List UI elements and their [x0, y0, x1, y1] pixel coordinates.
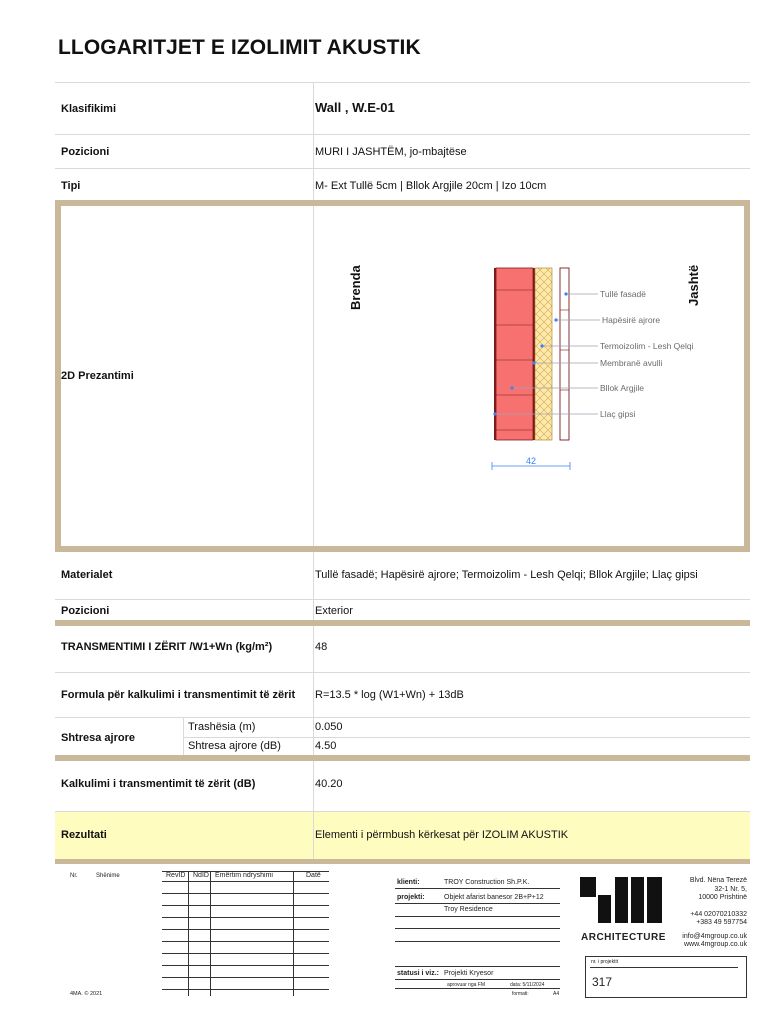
row-value: R=13.5 * log (W1+Wn) + 13dB: [315, 689, 464, 701]
tb-nr-projektit-value: 317: [592, 975, 613, 989]
tb-projekti-value1: Objekt afarist banesor 2B+P+12: [444, 894, 544, 901]
callout-gypsum: Llaç gipsi: [600, 409, 636, 419]
tb-statusi-label: statusi i viz.:: [397, 970, 440, 977]
phone-line: +383 49 597754: [696, 919, 747, 926]
address-line: 10000 Prishtinë: [698, 894, 747, 901]
tb-formati-value: A4: [553, 991, 560, 997]
email-line: info@4mgroup.co.uk: [682, 932, 747, 940]
tb-data: data: 5/11/2024: [510, 982, 545, 988]
tb-col-emertim: Emërtim ndryshimi: [215, 872, 273, 879]
dimension-label: 42: [525, 456, 537, 466]
tb-copyright: 4MA. © 2021: [70, 991, 103, 997]
sub-label-trashesia: Trashësia (m): [188, 721, 256, 733]
row-transmentimi: [55, 626, 750, 672]
sub-label-db: Shtresa ajrore (dB): [188, 740, 281, 752]
page-title: LLOGARITJET E IZOLIMIT AKUSTIK: [58, 36, 421, 59]
tb-projekti-value2: Troy Residence: [444, 906, 493, 913]
row-label: Materialet: [61, 569, 113, 581]
row-label: Shtresa ajrore: [61, 732, 135, 744]
row-value: M- Ext Tullë 5cm | Bllok Argjile 20cm | Izo 10cm: [315, 180, 547, 192]
column-divider: [313, 811, 314, 859]
tb-col-date: Datë: [306, 872, 321, 879]
sub-value-trashesia: 0.050: [315, 721, 343, 733]
tb-projekti-label: projekti:: [397, 894, 425, 901]
callout-vapor-membrane: Membranë avulli: [600, 358, 663, 368]
row-label: Pozicioni: [61, 146, 110, 158]
row-value: MURI I JASHTËM, jo-mbajtëse: [315, 146, 467, 158]
tb-col-nr: Nr.: [70, 873, 78, 879]
row-label: Tipi: [61, 180, 81, 192]
web-line: www.4mgroup.co.uk: [683, 941, 747, 948]
tb-col-ndid: NdID: [193, 872, 209, 879]
row-kalkulimi: [55, 761, 750, 811]
address-line: Blvd. Nëna Terezë: [689, 877, 747, 884]
tb-aprovuar: aprovuar nga FM: [447, 982, 486, 988]
company-address: [682, 877, 747, 950]
project-number-box: [585, 956, 747, 998]
row-label: Kalkulimi i transmentimit të zërit (dB): [61, 778, 256, 790]
callout-air-gap: Hapësirë ajrore: [602, 315, 661, 325]
row-materialet: [55, 552, 750, 600]
address-line: 32-1 Nr. 5,: [714, 885, 747, 893]
row-shtresa-ajrore: [55, 717, 750, 755]
inside-label: Brenda: [348, 265, 363, 310]
tb-col-revid: RevID: [166, 872, 186, 879]
wall-section-diagram: [320, 250, 740, 480]
row-rezultati: [55, 811, 750, 859]
row-formula: [55, 672, 750, 717]
row-value: Exterior: [315, 605, 353, 617]
row-value: 48: [315, 641, 328, 653]
row-value: Wall , W.E-01: [315, 100, 395, 115]
tb-klienti-value: TROY Construction Sh.P.K.: [444, 879, 530, 886]
row-value: 40.20: [315, 778, 343, 790]
row-klasifikimi: [55, 82, 750, 134]
outside-label: Jashtë: [686, 264, 701, 306]
row-value: Tullë fasadë; Hapësirë ajrore; Termoizolim - Lesh Qelqi; Bllok Argjile; Llaç gipsi: [315, 569, 698, 581]
row-label: 2D Prezantimi: [61, 370, 134, 382]
row-label: Klasifikimi: [61, 103, 117, 115]
logo-text: ARCHITECTURE: [581, 932, 666, 943]
row-label: Rezultati: [61, 829, 107, 841]
callout-facade-brick: Tullë fasadë: [600, 289, 646, 299]
section-divider: [55, 859, 750, 864]
sub-value-db: 4.50: [315, 740, 337, 752]
callout-insulation: Termoizolim - Lesh Qelqi: [600, 341, 694, 351]
tb-col-shenime: Shënime: [96, 873, 120, 879]
row-tipi: [55, 168, 750, 202]
row-label: TRANSMENTIMI I ZËRIT /W1+Wn (kg/m²): [61, 641, 273, 653]
row-label: Pozicioni: [61, 605, 110, 617]
column-divider: [313, 206, 314, 546]
section-border: [744, 200, 750, 552]
tb-formati-label: formati:: [512, 991, 529, 997]
tb-klienti-label: klienti:: [397, 879, 420, 886]
row-pozicioni: [55, 134, 750, 168]
row-value: Elementi i përmbush kërkesat për IZOLIM AKUSTIK: [315, 829, 569, 841]
phone-line: +44 02070210332: [690, 910, 747, 918]
callout-clay-block: Bllok Argjile: [600, 383, 644, 393]
tb-statusi-value: Projekti Kryesor: [444, 970, 494, 977]
tb-nr-projektit-label: nr. i projektit: [591, 959, 618, 965]
row-pozicioni-exterior: [55, 599, 750, 621]
row-label: Formula për kalkulimi i transmentimit të zërit: [61, 689, 296, 701]
